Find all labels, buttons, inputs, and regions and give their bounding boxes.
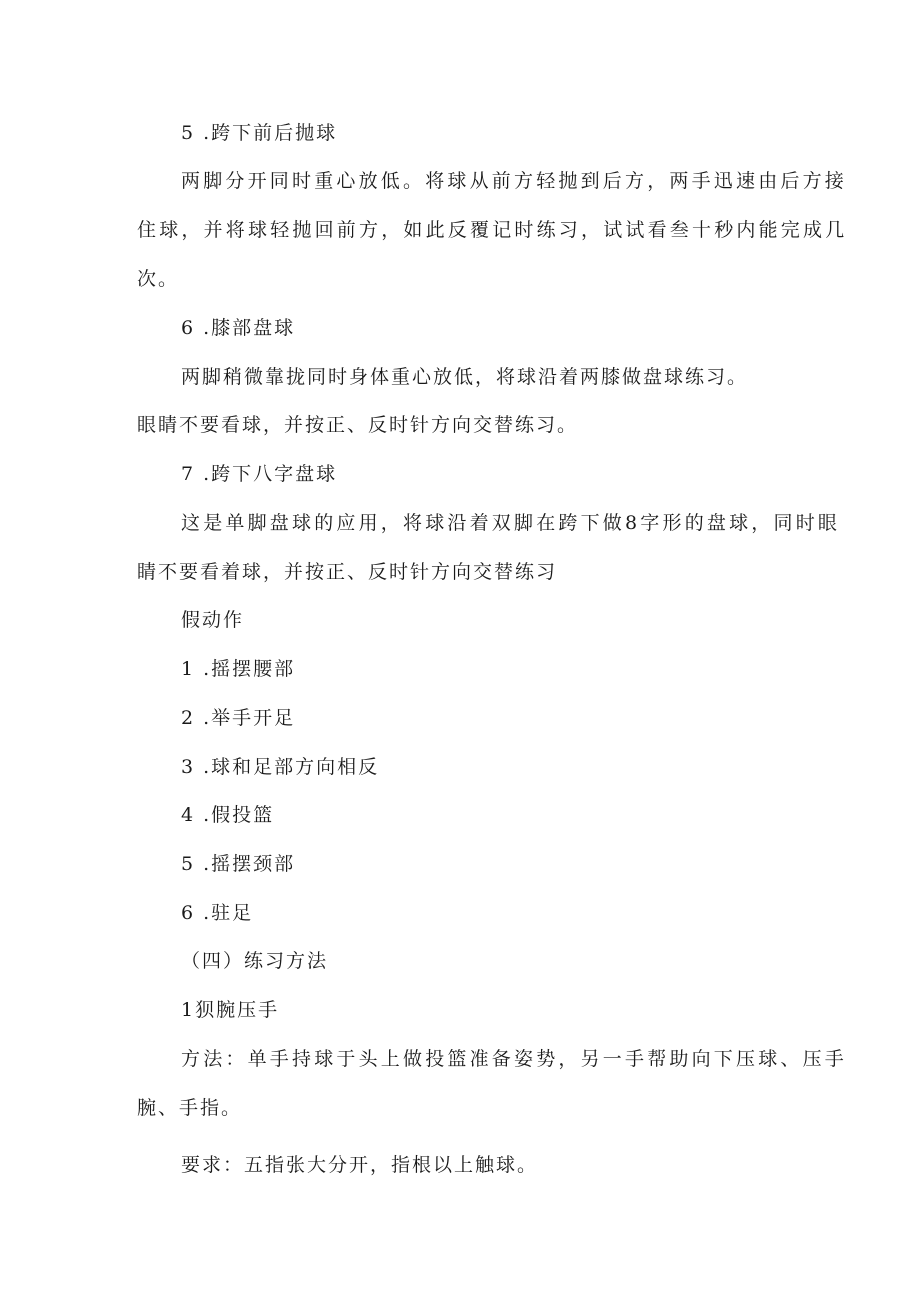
feint-title: 假动作 — [181, 609, 245, 631]
practice-subtitle: 1狈腕压手 — [181, 999, 280, 1021]
section-7-line-1: 这是单脚盘球的应用，将球沿着双脚在跨下做8字形的盘球，同时眼 — [181, 512, 841, 534]
feint-item-1: 1 .摇摆腰部 — [181, 658, 296, 680]
section-6-line-1: 两脚稍微靠拢同时身体重心放低，将球沿着两膝做盘球练习。 — [181, 366, 749, 388]
feint-item-6: 6 .驻足 — [181, 902, 254, 924]
section-7-heading: 7 .跨下八字盘球 — [181, 463, 338, 485]
section-5-line-1: 两脚分开同时重心放低。将球从前方轻抛到后方，两手迅速由后方接 — [181, 170, 848, 192]
feint-item-3: 3 .球和足部方向相反 — [181, 756, 380, 778]
practice-requirement: 要求：五指张大分开，指根以上触球。 — [181, 1154, 539, 1176]
section-5-line-2: 住球，并将球轻抛回前方，如此反覆记时练习，试试看叁十秒内能完成几 — [137, 219, 848, 241]
practice-method-line-2: 腕、手指。 — [137, 1097, 243, 1119]
feint-item-4: 4 .假投篮 — [181, 804, 275, 826]
practice-method-line-1: 方法：单手持球于头上做投篮准备姿势，另一手帮助向下压球、压手 — [181, 1048, 848, 1070]
feint-item-2: 2 .举手开足 — [181, 707, 296, 729]
section-6-line-2: 眼睛不要看球，并按正、反时针方向交替练习。 — [137, 414, 579, 436]
section-5-line-3: 次。 — [137, 268, 180, 290]
practice-title: （四）练习方法 — [181, 950, 329, 972]
feint-item-5: 5 .摇摆颈部 — [181, 853, 296, 875]
section-7-line-2: 睛不要看着球，并按正、反时针方向交替练习 — [137, 561, 558, 583]
section-5-heading: 5 .跨下前后抛球 — [181, 122, 338, 144]
section-6-heading: 6 .膝部盘球 — [181, 317, 296, 339]
